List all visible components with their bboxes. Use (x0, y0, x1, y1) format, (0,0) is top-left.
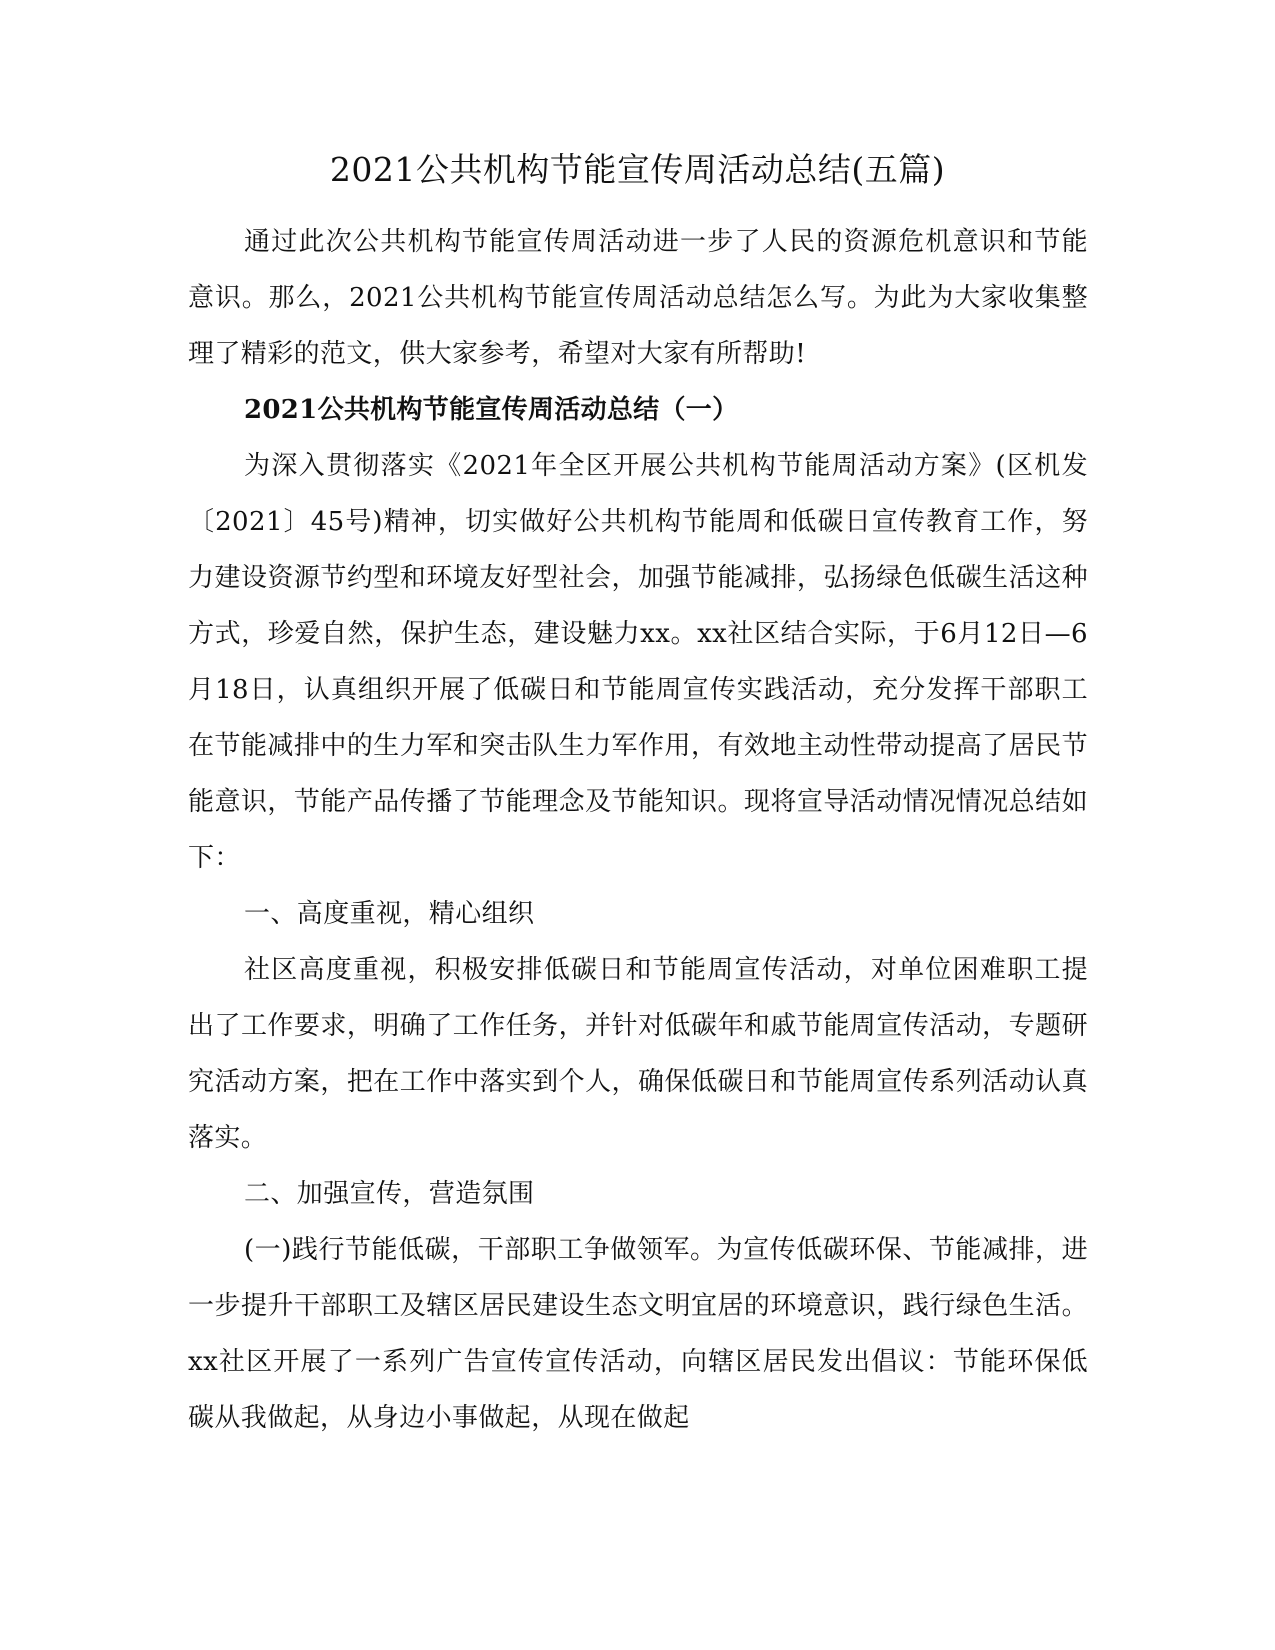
body-paragraph: 为深入贯彻落实《2021年全区开展公共机构节能周活动方案》(区机发〔2021〕45号)精神，切实做好公共机构节能周和低碳日宣传教育工作，努力建设资源节约型和环境友好型社会，加强节能减排，弘扬绿色低碳生活这种方式，珍爱自然，保护生态，建设魅力xx。xx社区结合实际，于6月12日—6月18日，认真组织开展了低碳日和节能周宣传实践活动，充分发挥干部职工在节能减排中的生力军和突击队生力军作用，有效地主动性带动提高了居民节能意识，节能产品传播了节能理念及节能知识。现将宣导活动情况情况总结如下： (188, 451, 1088, 873)
body-paragraph: 社区高度重视，积极安排低碳日和节能周宣传活动，对单位困难职工提出了工作要求，明确了工作任务，并针对低碳年和戚节能周宣传活动，专题研究活动方案，把在工作中落实到个人，确保低碳日和节能周宣传系列活动认真落实。 (188, 955, 1088, 1153)
subsection-heading: 二、加强宣传，营造氛围 (244, 1179, 535, 1209)
subsection-heading: 一、高度重视，精心组织 (244, 899, 535, 929)
section-heading-1: 2021公共机构节能宣传周活动总结（一） (244, 395, 739, 425)
body-paragraph: (一)践行节能低碳，干部职工争做领军。为宣传低碳环保、节能减排，进一步提升干部职工及辖区居民建设生态文明宜居的环境意识，践行绿色生活。xx社区开展了一系列广告宣传宣传活动，向辖区居民发出倡议：节能环保低碳从我做起，从身边小事做起，从现在做起 (188, 1235, 1088, 1433)
document-body (188, 214, 1088, 1446)
intro-paragraph: 通过此次公共机构节能宣传周活动进一步了人民的资源危机意识和节能意识。那么，2021公共机构节能宣传周活动总结怎么写。为此为大家收集整理了精彩的范文，供大家参考，希望对大家有所帮助! (188, 227, 1088, 369)
document-title: 2021公共机构节能宣传周活动总结(五篇) (329, 150, 946, 189)
